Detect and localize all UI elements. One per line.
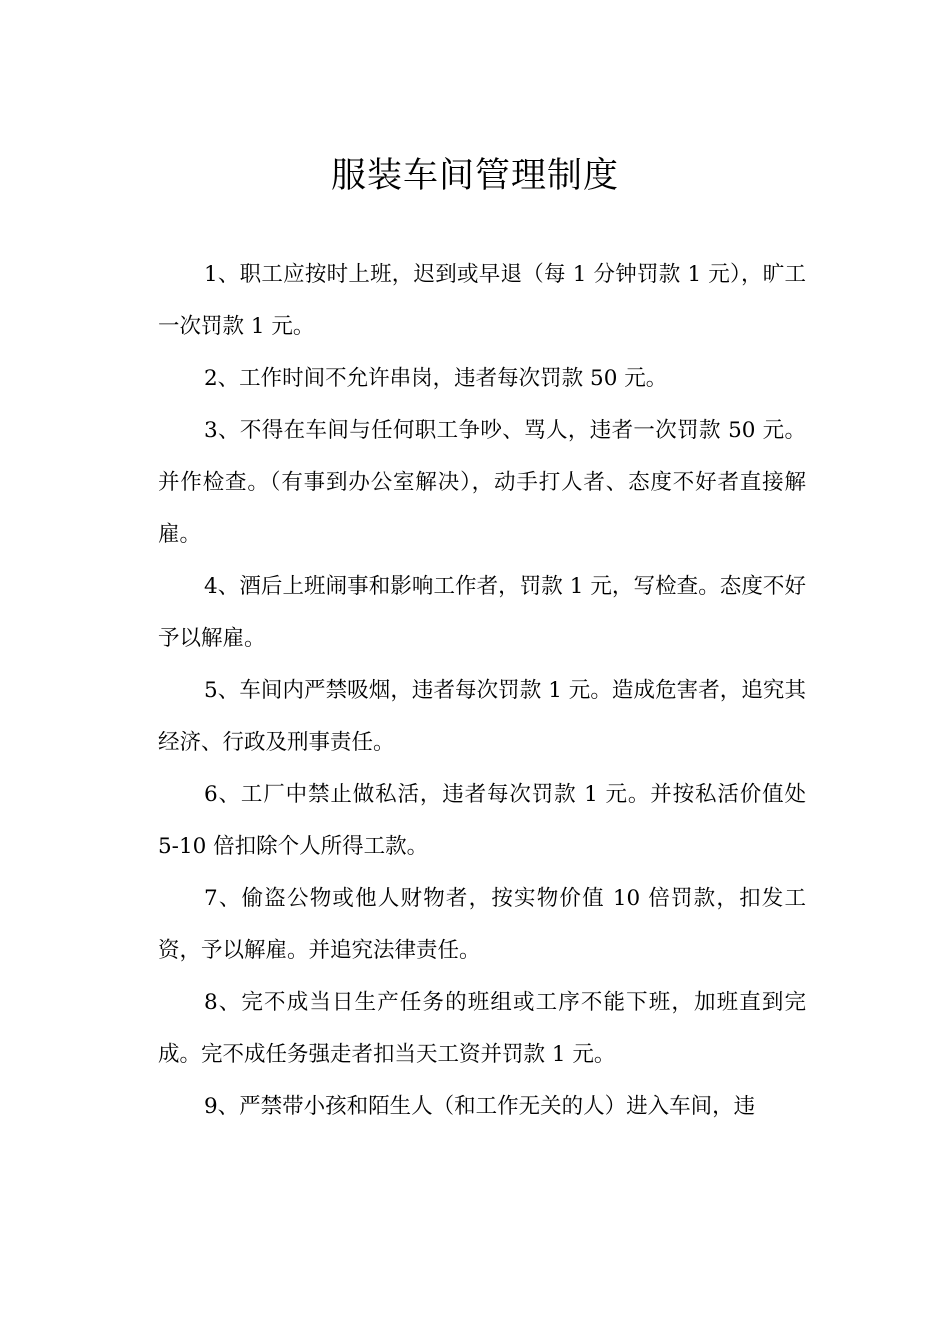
rules-list [158,249,806,1133]
document-title: 服装车间管理制度 [330,156,619,196]
rule-item-7: 7、偷盗公物或他人财物者，按实物价值 10 倍罚款，扣发工资，予以解雇。并追究法律责任。 [158,886,806,963]
rule-item-9: 9、严禁带小孩和陌生人（和工作无关的人）进入车间，违 [204,1094,756,1119]
rule-item-1: 1、职工应按时上班，迟到或早退（每 1 分钟罚款 1 元），旷工一次罚款 1 元。 [158,262,806,339]
rule-item-6: 6、工厂中禁止做私活，违者每次罚款 1 元。并按私活价值处 5-10 倍扣除个人所得工款。 [158,782,806,859]
rule-item-3: 3、不得在车间与任何职工争吵、骂人，违者一次罚款 50 元。并作检查。（有事到办公室解决），动手打人者、态度不好者直接解雇。 [158,418,806,547]
rule-item-2: 2、工作时间不允许串岗，违者每次罚款 50 元。 [204,366,668,391]
rule-item-4: 4、酒后上班闹事和影响工作者，罚款 1 元，写检查。态度不好予以解雇。 [158,574,806,651]
rule-item-5: 5、车间内严禁吸烟，违者每次罚款 1 元。造成危害者，追究其经济、行政及刑事责任。 [158,678,806,755]
rule-item-8: 8、完不成当日生产任务的班组或工序不能下班，加班直到完成。完不成任务强走者扣当天工资并罚款 1 元。 [158,990,806,1067]
